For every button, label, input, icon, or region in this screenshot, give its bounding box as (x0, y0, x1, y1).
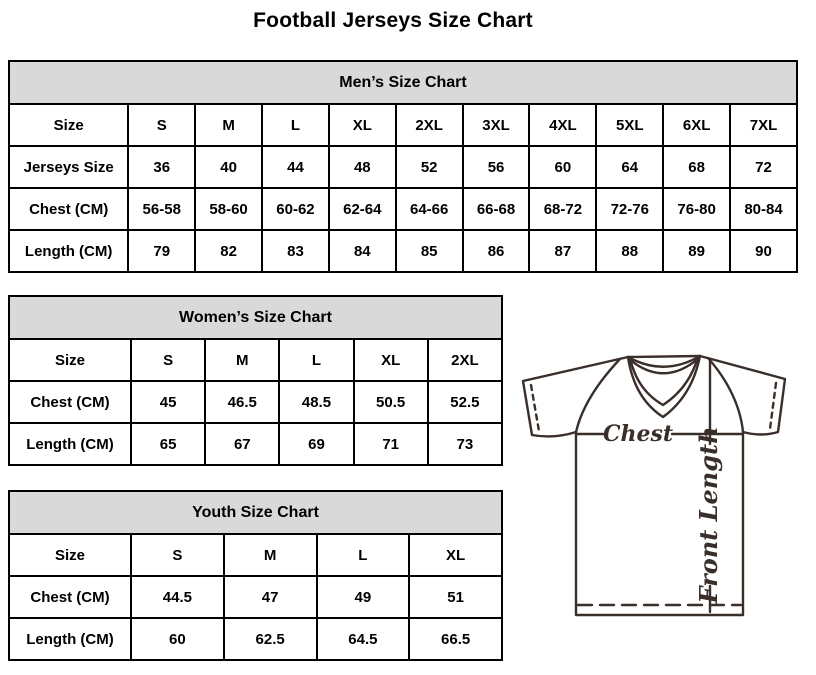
data-cell: 49 (317, 576, 410, 618)
data-cell: 76-80 (663, 188, 730, 230)
data-cell: 86 (463, 230, 530, 272)
data-cell: 2XL (396, 104, 463, 146)
data-cell: 62-64 (329, 188, 396, 230)
data-cell: 56-58 (128, 188, 195, 230)
data-cell: 90 (730, 230, 797, 272)
row-label-cell: Chest (CM) (9, 576, 131, 618)
data-cell: 68 (663, 146, 730, 188)
data-cell: L (262, 104, 329, 146)
data-cell: XL (409, 534, 502, 576)
table-header-row (9, 491, 502, 534)
data-cell: M (195, 104, 262, 146)
youth-chart-title: Youth Size Chart (9, 491, 502, 534)
data-cell: 48.5 (279, 381, 353, 423)
front-length-label: Front Length (694, 426, 723, 604)
data-cell: 72-76 (596, 188, 663, 230)
youth-size-table (8, 490, 503, 661)
data-cell: 45 (131, 381, 205, 423)
data-cell: 85 (396, 230, 463, 272)
data-cell: 6XL (663, 104, 730, 146)
data-cell: 36 (128, 146, 195, 188)
table-row (9, 230, 797, 272)
row-label-cell: Size (9, 104, 128, 146)
right-armhole-seam (708, 358, 743, 432)
data-cell: S (131, 339, 205, 381)
jersey-diagram-svg (510, 344, 802, 626)
data-cell: 50.5 (354, 381, 428, 423)
data-cell: 5XL (596, 104, 663, 146)
data-cell: 44 (262, 146, 329, 188)
row-label-cell: Size (9, 339, 131, 381)
data-cell: 60 (529, 146, 596, 188)
data-cell: 72 (730, 146, 797, 188)
chest-label: Chest (602, 421, 674, 447)
data-cell: M (205, 339, 279, 381)
right-cuff-dashed-line (770, 383, 776, 429)
row-label-cell: Length (CM) (9, 423, 131, 465)
row-label-cell: Size (9, 534, 131, 576)
data-cell: 2XL (428, 339, 502, 381)
row-label-cell: Jerseys Size (9, 146, 128, 188)
table-row (9, 618, 502, 660)
table-row (9, 104, 797, 146)
row-label-cell: Length (CM) (9, 230, 128, 272)
data-cell: 80-84 (730, 188, 797, 230)
table-header-row (9, 61, 797, 104)
data-cell: S (131, 534, 224, 576)
page-title: Football Jerseys Size Chart (253, 9, 533, 32)
table-row (9, 146, 797, 188)
data-cell: 73 (428, 423, 502, 465)
data-cell: 58-60 (195, 188, 262, 230)
data-cell: 66.5 (409, 618, 502, 660)
data-cell: 56 (463, 146, 530, 188)
data-cell: 7XL (730, 104, 797, 146)
data-cell: 52 (396, 146, 463, 188)
data-cell: L (279, 339, 353, 381)
data-cell: 65 (131, 423, 205, 465)
data-cell: 69 (279, 423, 353, 465)
data-cell: 64 (596, 146, 663, 188)
data-cell: 67 (205, 423, 279, 465)
mens-size-table (8, 60, 798, 273)
data-cell: 52.5 (428, 381, 502, 423)
data-cell: 60-62 (262, 188, 329, 230)
data-cell: 4XL (529, 104, 596, 146)
data-cell: 79 (128, 230, 195, 272)
data-cell: 83 (262, 230, 329, 272)
data-cell: 88 (596, 230, 663, 272)
table-row (9, 188, 797, 230)
table-header-row (9, 296, 502, 339)
data-cell: L (317, 534, 410, 576)
womens-chart-title: Women’s Size Chart (9, 296, 502, 339)
table-row (9, 576, 502, 618)
data-cell: 62.5 (224, 618, 317, 660)
data-cell: 68-72 (529, 188, 596, 230)
mens-chart-title: Men’s Size Chart (9, 61, 797, 104)
row-label-cell: Chest (CM) (9, 381, 131, 423)
data-cell: 66-68 (463, 188, 530, 230)
data-cell: XL (354, 339, 428, 381)
data-cell: 84 (329, 230, 396, 272)
vneck-inner-line (630, 357, 698, 405)
data-cell: 44.5 (131, 576, 224, 618)
row-label-cell: Length (CM) (9, 618, 131, 660)
data-cell: M (224, 534, 317, 576)
collar-top-line (628, 356, 700, 357)
data-cell: 47 (224, 576, 317, 618)
jersey-outline (523, 356, 785, 615)
womens-size-table (8, 295, 503, 466)
data-cell: 46.5 (205, 381, 279, 423)
table-row (9, 381, 502, 423)
data-cell: 48 (329, 146, 396, 188)
data-cell: S (128, 104, 195, 146)
row-label-cell: Chest (CM) (9, 188, 128, 230)
data-cell: 89 (663, 230, 730, 272)
data-cell: 64-66 (396, 188, 463, 230)
data-cell: XL (329, 104, 396, 146)
data-cell: 64.5 (317, 618, 410, 660)
table-row (9, 339, 502, 381)
jersey-measurement-diagram (510, 344, 802, 626)
data-cell: 82 (195, 230, 262, 272)
table-row (9, 423, 502, 465)
data-cell: 51 (409, 576, 502, 618)
data-cell: 60 (131, 618, 224, 660)
left-cuff-dashed-line (531, 385, 539, 431)
data-cell: 3XL (463, 104, 530, 146)
table-row (9, 534, 502, 576)
data-cell: 40 (195, 146, 262, 188)
data-cell: 87 (529, 230, 596, 272)
data-cell: 71 (354, 423, 428, 465)
